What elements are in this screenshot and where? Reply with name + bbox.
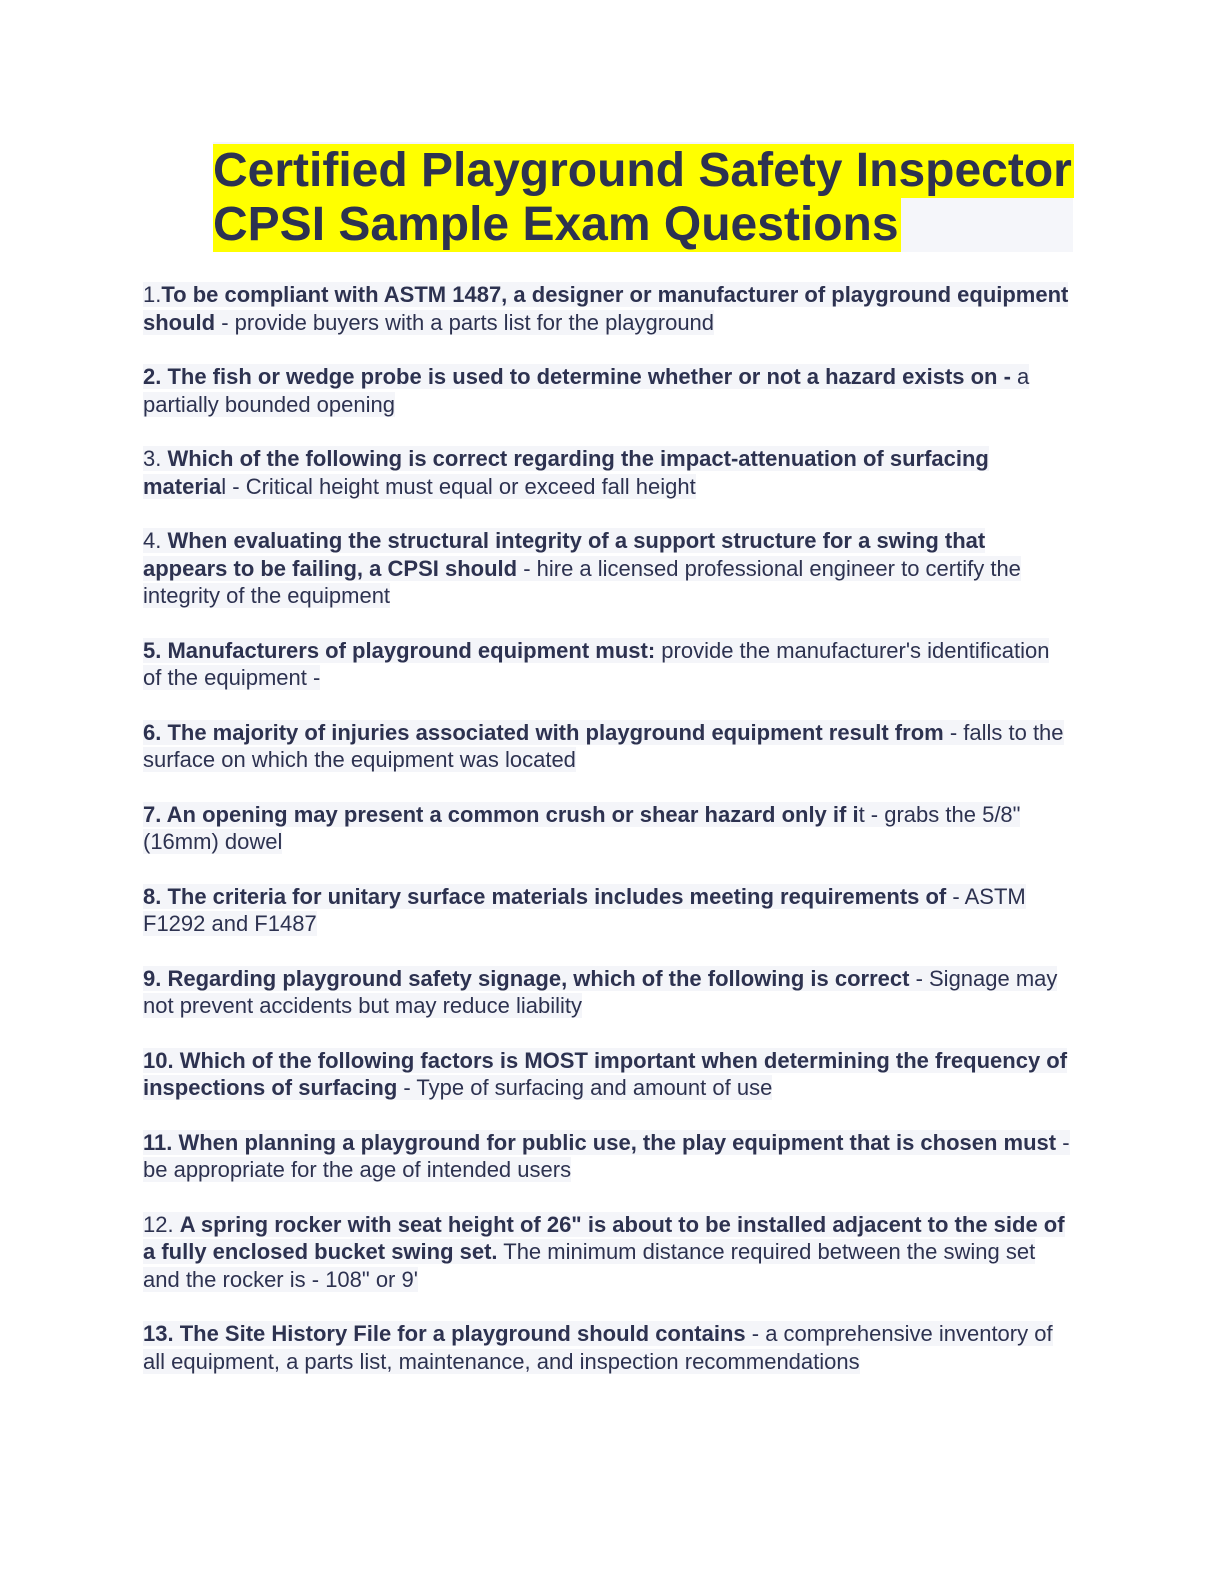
answer-text: - hire a licensed professional engineer to certify the integrity of the equipment (143, 555, 1021, 608)
answer-text: - provide buyers with a parts list for the playground (215, 309, 715, 335)
question-text: 6. The majority of injuries associated with playground equipment result from (143, 719, 944, 745)
question-text: 9. Regarding playground safety signage, which of the following is correct (143, 965, 910, 991)
question-text: To be compliant with ASTM 1487, a designer or manufacturer of playground equipment should (143, 282, 1069, 335)
question-item-9 (143, 965, 1073, 1020)
question-number: 4. (143, 528, 168, 553)
answer-text: a partially bounded opening (143, 364, 1030, 417)
question-number: 12. (143, 1211, 180, 1237)
question-item-10 (143, 1047, 1073, 1102)
question-text: 5. Manufacturers of playground equipment must: (143, 637, 656, 663)
answer-text: - be appropriate for the age of intended users (143, 1129, 1070, 1182)
answer-text: The minimum distance required between the swing set and the rocker is - 108" or 9' (143, 1239, 1036, 1292)
question-item-7 (143, 801, 1073, 856)
question-item-1 (143, 281, 1073, 336)
question-text: 8. The criteria for unitary surface materials includes meeting requirements of (143, 883, 947, 909)
question-item-6 (143, 719, 1073, 774)
question-item-5 (143, 637, 1073, 692)
question-item-2 (143, 363, 1073, 418)
question-text: When evaluating the structural integrity of a support structure for a swing that appears to be failing, a CPSI should (143, 528, 986, 581)
title-line-1: Certified Playground Safety Inspector (213, 144, 1072, 197)
question-text: 7. An opening may present a common crush or shear hazard only if i (143, 801, 859, 827)
answer-text: - falls to the surface on which the equipment was located (143, 719, 1064, 772)
title-block (213, 142, 1073, 252)
answer-text: t - grabs the 5/8" (16mm) dowel (143, 801, 1021, 854)
question-item-11 (143, 1129, 1073, 1184)
answer-text: - ASTM F1292 and F1487 (143, 883, 1026, 936)
answer-text: l - Critical height must equal or exceed fall height (221, 473, 696, 499)
question-item-8 (143, 883, 1073, 938)
question-item-12 (143, 1211, 1073, 1294)
answer-text: - Type of surfacing and amount of use (397, 1075, 773, 1100)
answer-text: - Signage may not prevent accidents but may reduce liability (143, 965, 1058, 1018)
question-text: 13. The Site History File for a playground should contains (143, 1321, 746, 1346)
question-number: 1. (143, 282, 162, 307)
question-list (143, 281, 1073, 1402)
question-text: Which of the following is correct regarding the impact-attenuation of surfacing materia (143, 446, 989, 499)
question-item-4 (143, 527, 1073, 610)
question-text: A spring rocker with seat height of 26" is about to be installed adjacent to the side of a fully enclosed bucket swing set. (143, 1211, 1065, 1264)
question-text: 11. When planning a playground for public use, the play equipment that is chosen must (143, 1129, 1057, 1155)
question-item-13 (143, 1320, 1073, 1375)
answer-text: - a comprehensive inventory of all equipment, a parts list, maintenance, and inspection recommendations (143, 1321, 1053, 1374)
question-item-3 (143, 445, 1073, 500)
question-text: 2. The fish or wedge probe is used to determine whether or not a hazard exists on - (143, 364, 1011, 389)
answer-text: provide the manufacturer's identification of the equipment - (143, 637, 1050, 690)
question-text: 10. Which of the following factors is MOST important when determining the frequency of inspections of surfacing (143, 1047, 1068, 1100)
question-number: 3. (143, 446, 168, 471)
title-line-2: CPSI Sample Exam Questions (213, 198, 899, 251)
